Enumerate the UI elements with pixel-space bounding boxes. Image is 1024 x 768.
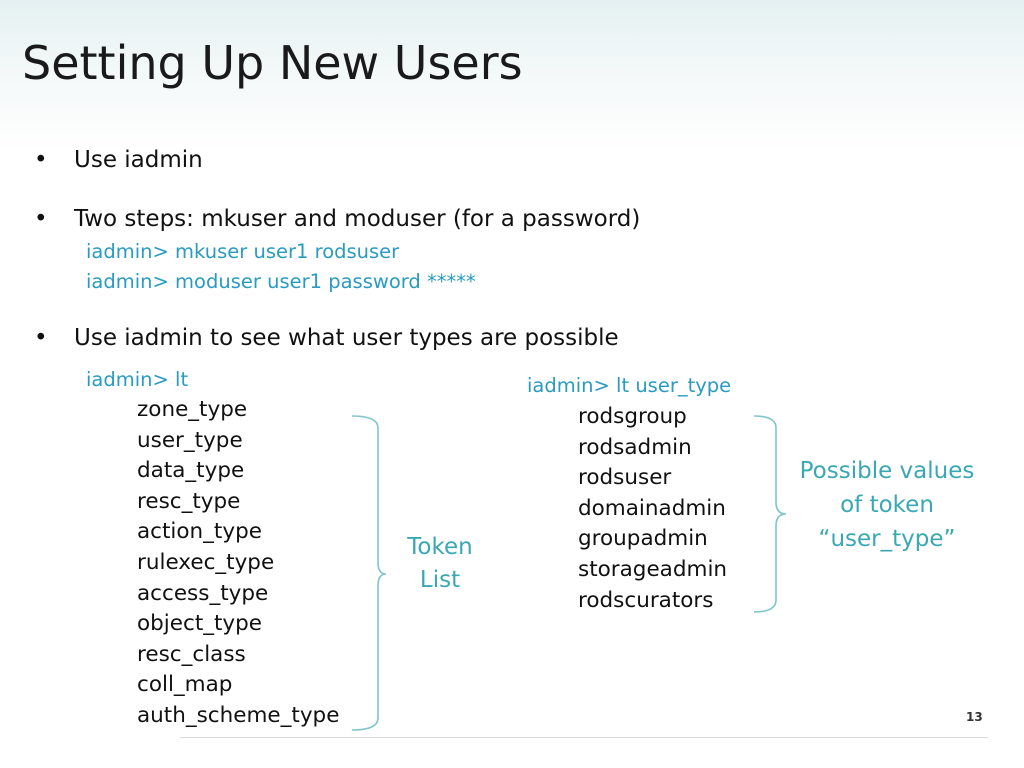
user-type-value: rodsuser (578, 465, 672, 491)
bullet-marker: • (34, 206, 48, 232)
user-type-value: rodsadmin (578, 434, 692, 460)
possible-values-label-line2: of token (840, 492, 934, 518)
token-item: action_type (137, 519, 262, 545)
bullet-user-types: Use iadmin to see what user types are possible (74, 325, 619, 351)
token-item: access_type (137, 580, 269, 606)
token-item: resc_type (137, 488, 241, 514)
command-lt-user-type: iadmin> lt user_type (527, 374, 732, 397)
page-number: 13 (966, 710, 983, 724)
token-item: coll_map (137, 672, 233, 698)
token-item: data_type (137, 458, 245, 484)
token-item: object_type (137, 611, 263, 637)
token-list-brace (348, 410, 388, 736)
bullet-use-iadmin: Use iadmin (74, 147, 203, 173)
user-type-value: rodscurators (578, 587, 714, 613)
user-type-value: storageadmin (578, 557, 728, 582)
token-item: resc_class (137, 641, 246, 667)
bullet-two-steps: Two steps: mkuser and moduser (for a password) (74, 206, 641, 232)
command-mkuser: iadmin> mkuser user1 rodsuser (86, 240, 400, 263)
bullet-marker: • (34, 147, 48, 173)
token-item: zone_type (137, 397, 248, 422)
footer-divider (180, 737, 988, 738)
possible-values-label-line1: Possible values (799, 458, 975, 484)
user-type-value: domainadmin (578, 495, 726, 521)
token-list-label-line1: Token (407, 534, 473, 560)
command-lt: iadmin> lt (86, 368, 189, 391)
token-item: rulexec_type (137, 550, 275, 575)
possible-values-label-line3: “user_type” (818, 526, 956, 552)
slide-title: Setting Up New Users (22, 36, 523, 90)
command-moduser: iadmin> moduser user1 password ***** (86, 270, 476, 293)
token-item: auth_scheme_type (137, 703, 340, 728)
token-item: user_type (137, 427, 243, 453)
user-type-value: groupadmin (578, 526, 708, 552)
bullet-marker: • (34, 325, 48, 351)
user-type-value: rodsgroup (578, 404, 687, 429)
token-list-label-line2: List (419, 567, 461, 593)
